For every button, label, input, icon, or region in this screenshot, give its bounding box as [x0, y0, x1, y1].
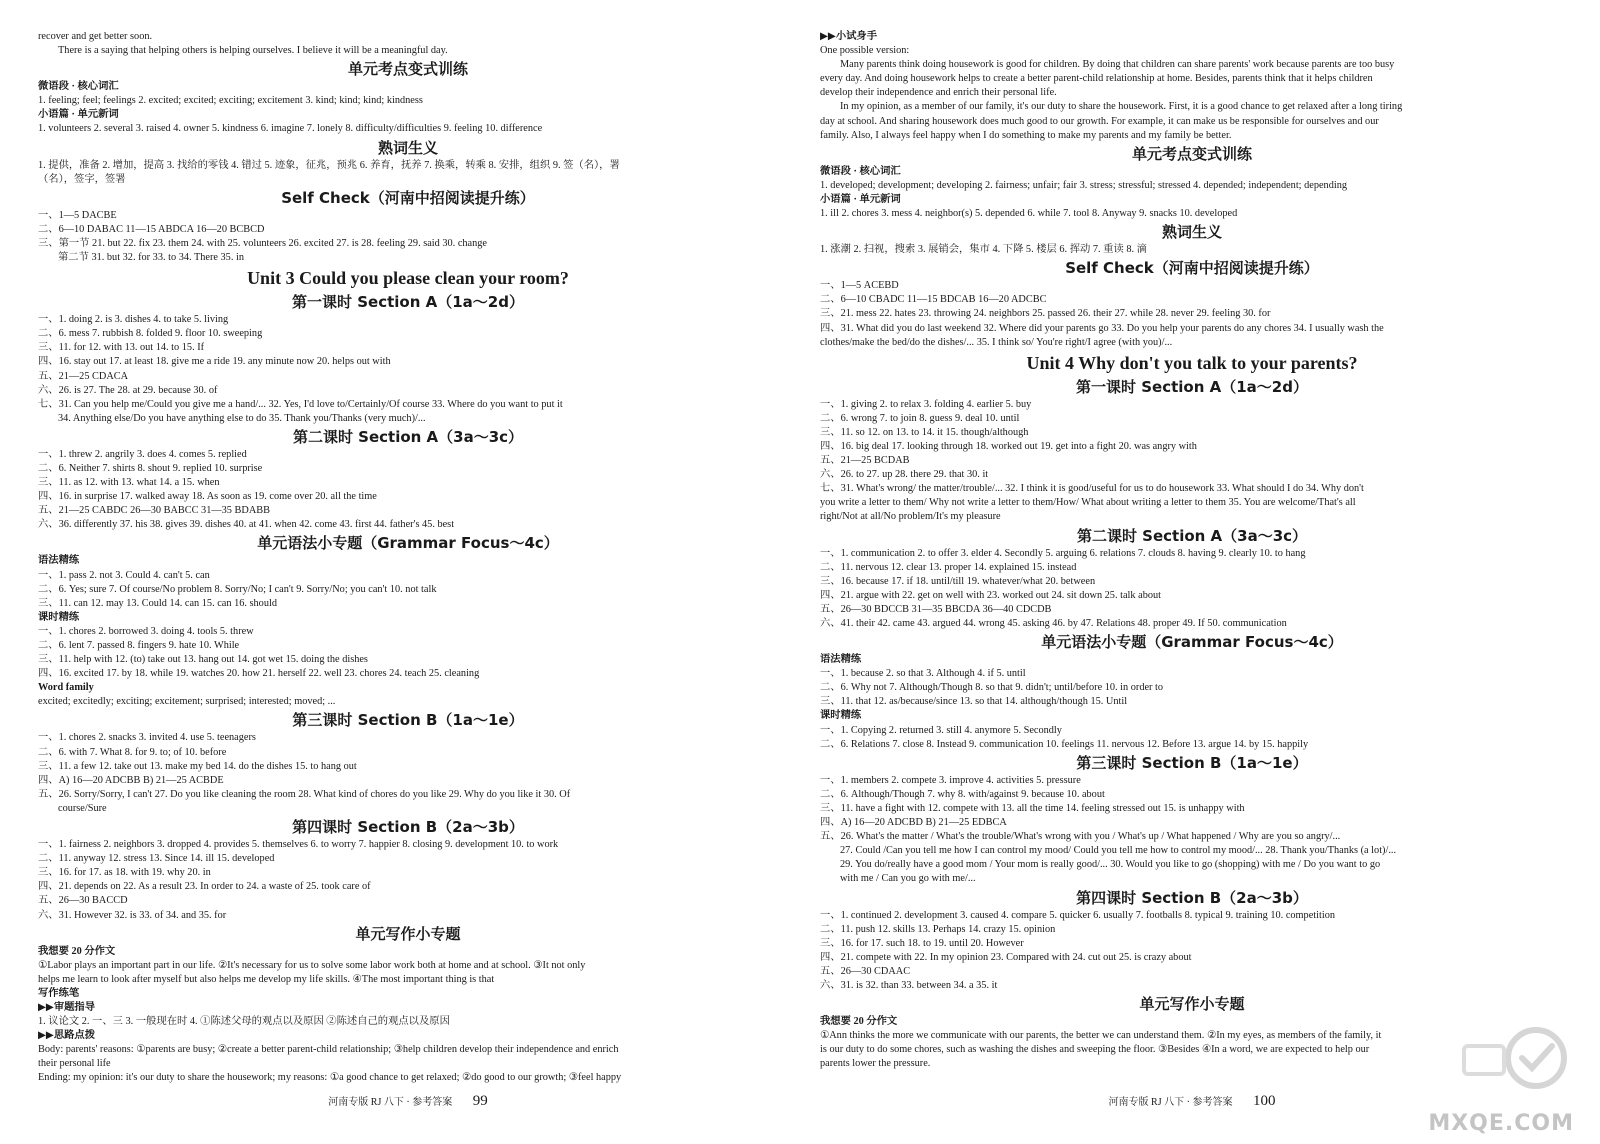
answer-line: 一、1—5 DACBE	[38, 209, 117, 221]
answer-line: family. Also, I always feel happy when I do something to make my parents and my family be better.	[820, 129, 1232, 141]
answer-line: 五、21—25 CDACA	[38, 370, 129, 382]
answer-circle-logo-icon	[1456, 1024, 1576, 1116]
answer-line: 二、6—10 DABAC 11—15 ABDCA 16—20 BCBCD	[38, 223, 265, 235]
answer-line: 三、11. that 12. as/because/since 13. so that 14. although/though 15. Until	[820, 696, 1128, 708]
answer-line: 1. 涨潮 2. 扫视，搜索 3. 展销会，集市 4. 下降 5. 楼层 6. 挥动 7. 重读 8. 滴	[820, 244, 1147, 256]
unit-title: Unit 4 Why don't you talk to your parents?	[1026, 352, 1358, 373]
answer-line: 五、26—30 BACCD	[38, 895, 128, 907]
answer-line: 二、6. Although/Though 7. why 8. with/against 9. because 10. about	[820, 788, 1105, 800]
answer-line: 一、1. Copying 2. returned 3. still 4. anymore 5. Secondly	[820, 724, 1062, 736]
answer-line: Ending: my opinion: it's our duty to share the housework; my reasons: ①a good chance to get relaxed; ②do good to our growth; ③feel happy	[38, 1072, 622, 1084]
answer-line: 二、11. push 12. skills 13. Perhaps 14. crazy 15. opinion	[820, 923, 1056, 935]
section-heading: 单元考点变式训练	[1131, 144, 1252, 163]
subsection-label: 微语段 · 核心词汇	[820, 165, 901, 177]
subsection-label: Word family	[38, 682, 94, 694]
answer-line: 四、31. What did you do last weekend 32. Where did your parents go 33. Do you help your parents do any chores 34. I usually wash the	[820, 322, 1384, 334]
answer-line: 三、11. can 12. may 13. Could 14. can 15. can 16. should	[38, 597, 277, 609]
answer-line: 一、1. threw 2. angrily 3. does 4. comes 5. replied	[38, 448, 247, 460]
answer-line: recover and get better soon.	[38, 31, 153, 42]
answer-line: 1. 提供，准备 2. 增加，提高 3. 找给的零钱 4. 错过 5. 迹象，征兆，预兆 6. 养育，抚养 7. 换乘，转乘 8. 安排，组织 9. 签（名），署	[38, 159, 620, 171]
answer-line: 1. feeling; feel; feelings 2. excited; excited; exciting; excitement 3. kind; kind; kind; kindness	[38, 95, 423, 107]
page-number: 100	[1252, 1093, 1276, 1109]
answer-line: clothes/make the bed/do the dishes/... 35. I think so/ You're right/I agree (with you)/...	[820, 336, 1173, 348]
answer-line: 三、11. for 12. with 13. out 14. to 15. If	[38, 342, 205, 354]
subsection-label: 课时精练	[38, 611, 80, 623]
answer-line: 六、26. to 27. up 28. there 29. that 30. it	[820, 469, 989, 481]
answer-line: course/Sure	[58, 802, 107, 814]
footer-label: 河南专版 RJ 八下 · 参考答案	[328, 1097, 453, 1108]
footer-label: 河南专版 RJ 八下 · 参考答案	[1108, 1097, 1233, 1108]
section-heading: Self Check（河南中招阅读提升练）	[281, 188, 535, 207]
answer-line: 一、1—5 ACEBD	[820, 280, 899, 292]
answer-line: 七、31. What's wrong/ the matter/trouble/... 32. I think it is good/useful for us to do housework 33. What should I do 34. Why don't	[820, 483, 1364, 495]
answer-line: 二、6—10 CBADC 11—15 BDCAB 16—20 ADCBC	[820, 294, 1047, 306]
answer-line: 一、1. pass 2. not 3. Could 4. can't 5. can	[38, 569, 210, 581]
answer-line: 二、11. nervous 12. clear 13. proper 14. explained 15. instead	[820, 561, 1077, 573]
answer-line: 四、A) 16—20 ADCBB B) 21—25 ACBDE	[38, 774, 224, 786]
answer-line: Many parents think doing housework is good for children. By doing that children can share parents' work because parents are too busy	[840, 59, 1395, 71]
answer-line: 六、26. is 27. The 28. at 29. because 30. of	[38, 384, 218, 396]
answer-line: 34. Anything else/Do you have anything else to do 35. Thank you/Thanks (very much)/...	[58, 412, 426, 424]
answer-line: 三、11. so 12. on 13. to 14. it 15. though/although	[820, 426, 1029, 438]
answer-line: 六、41. their 42. came 43. argued 44. wrong 45. asking 46. by 47. Relations 48. proper 49. If 50. communication	[820, 618, 1287, 629]
page-number: 99	[472, 1093, 488, 1109]
section-heading: 第三课时 Section B（1a～1e）	[1076, 753, 1308, 772]
answer-line: 三、21. mess 22. hates 23. throwing 24. neighbors 25. passed 26. their 27. while 28. never 29. feeling 30. for	[820, 308, 1271, 320]
subsection-label: 小语篇 · 单元新词	[820, 193, 901, 205]
answer-line: 29. You do/really have a good mom / Your mom is really good/... 30. Would you like to go (shopping) with me / Do you want to go	[840, 859, 1381, 871]
subsection-label: 我想要 20 分作文	[38, 945, 116, 957]
subsection-label: 语法精练	[38, 555, 80, 567]
answer-line: 三、16. for 17. such 18. to 19. until 20. However	[820, 937, 1024, 949]
left-page	[38, 30, 778, 1114]
answer-line: 五、26—30 BDCCB 31—35 BBCDA 36—40 CDCDB	[820, 603, 1052, 615]
section-heading: 第二课时 Section A（3a～3c）	[1076, 526, 1308, 545]
answer-line: 一、1. members 2. compete 3. improve 4. activities 5. pressure	[820, 774, 1081, 786]
subsection-label: 课时精练	[820, 710, 862, 722]
answer-line: 一、1. fairness 2. neighbors 3. dropped 4. provides 5. themselves 6. to worry 7. happier 8. closing 9. development 10. to work	[38, 839, 559, 851]
answer-line: ①Ann thinks the more we communicate with our parents, the better we can understand them. ②In my eyes, as members of the family, it	[820, 1030, 1382, 1042]
answer-line: 一、1. chores 2. snacks 3. invited 4. use 5. teenagers	[38, 732, 256, 744]
answer-line: 1. ill 2. chores 3. mess 4. neighbor(s) 5. depended 6. while 7. tool 8. Anyway 9. snacks 10. developed	[820, 208, 1238, 220]
section-heading: 单元语法小专题（Grammar Focus～4c）	[1041, 633, 1343, 652]
answer-line: their personal life	[38, 1058, 111, 1070]
section-heading: 第一课时 Section A（1a～2d）	[292, 293, 524, 312]
answer-line: （名），签字，签署	[38, 173, 126, 185]
answer-line: 四、21. compete with 22. In my opinion 23. Compared with 24. cut out 25. is crazy about	[820, 951, 1192, 963]
subsection-label: 语法精练	[820, 654, 862, 666]
answer-line: 一、1. giving 2. to relax 3. folding 4. earlier 5. buy	[820, 398, 1032, 410]
answer-line: 五、26—30 CDAAC	[820, 965, 911, 977]
section-heading: 熟词生义	[1161, 223, 1222, 242]
answer-line: 五、26. Sorry/Sorry, I can't 27. Do you like cleaning the room 28. What kind of chores do you like 29. Why do you like it 30. Of	[38, 788, 571, 800]
answer-line: 一、1. continued 2. development 3. caused 4. compare 5. quicker 6. usually 7. footballs 8. typical 9. training 10. competition	[820, 909, 1336, 921]
answer-line: 四、21. argue with 22. get on well with 23. worked out 24. sit down 25. talk about	[820, 589, 1161, 601]
answer-line: There is a saying that helping others is helping ourselves. I believe it will be a meaningful day.	[58, 45, 448, 57]
answer-line: helps me learn to look after myself but also helps me develop my life skills. ④The most important thing is that	[38, 973, 495, 985]
section-heading: 单元语法小专题（Grammar Focus～4c）	[257, 534, 559, 553]
answer-line: In my opinion, as a member of our family, it's our duty to share the housework. First, it is a good chance to get relaxed after a long tiring	[840, 101, 1403, 113]
section-heading: 第一课时 Section A（1a～2d）	[1076, 377, 1308, 396]
answer-line: 四、A) 16—20 ADCBD B) 21—25 EDBCA	[820, 817, 1007, 829]
answer-line: ①Labor plays an important part in our life. ②It's necessary for us to solve some labor work both at home and at school. ③It not only	[38, 959, 586, 971]
unit-title: Unit 3 Could you please clean your room?	[247, 268, 569, 289]
answer-line: 七、31. Can you help me/Could you give me a hand/... 32. Yes, I'd love to/Certainly/Of course 33. Where do you want to put it	[38, 398, 563, 410]
answer-line: 五、26. What's the matter / What's the trouble/What's wrong with you / What's up / What happened / Why are you so angry/...	[820, 831, 1341, 843]
answer-line: One possible version:	[820, 45, 910, 57]
answer-line: 四、21. depends on 22. As a result 23. In order to 24. a waste of 25. took care of	[38, 881, 371, 893]
watermark-text: MXQE.COM	[1428, 1111, 1574, 1136]
right-page-content	[820, 30, 1564, 1088]
answer-line: 二、6. Relations 7. close 8. Instead 9. communication 10. feelings 11. nervous 12. Before 13. argue 14. by 15. happily	[820, 738, 1309, 750]
answer-line: 1. developed; development; developing 2. fairness; unfair; fair 3. stress; stressful; stressed 4. depended; independent; depending	[820, 179, 1348, 191]
answer-line: Body: parents' reasons: ①parents are busy; ②create a better parent-child relationship; ③help children develop their independence and enrich	[38, 1044, 619, 1056]
answer-line: 二、6. mess 7. rubbish 8. folded 9. floor 10. sweeping	[38, 328, 263, 340]
answer-line: 一、1. doing 2. is 3. dishes 4. to take 5. living	[38, 314, 229, 326]
section-heading: 熟词生义	[377, 138, 438, 157]
answer-line: 二、6. wrong 7. to join 8. guess 9. deal 10. until	[820, 412, 1020, 424]
left-page-content	[38, 30, 778, 1088]
answer-line: you write a letter to them/ Why not write a letter to them/How/ What about writing a letter to them 35. You are welcome/That's all	[820, 497, 1356, 509]
answer-line: 四、16. in surprise 17. walked away 18. As soon as 19. come over 20. all the time	[38, 491, 377, 503]
section-heading: 第三课时 Section B（1a～1e）	[292, 711, 524, 730]
subsection-label: ▶▶小试身手	[820, 31, 878, 42]
answer-line: 二、6. Neither 7. shirts 8. shout 9. replied 10. surprise	[38, 462, 263, 474]
answer-line: with me / Can you go with me/...	[840, 873, 976, 885]
answer-line: 1. 议论文 2. 一、三 3. 一般现在时 4. ①陈述父母的观点以及原因 ②陈述自己的观点以及原因	[38, 1016, 450, 1028]
answer-line: 二、6. Yes; sure 7. Of course/No problem 8. Sorry/No; I can't 9. Sorry/No; you can't 10. not talk	[38, 583, 437, 595]
answer-line: 六、31. is 32. than 33. between 34. a 35. it	[820, 979, 998, 991]
section-heading: 第四课时 Section B（2a～3b）	[292, 818, 524, 837]
answer-line: 三、第一节 21. but 22. fix 23. them 24. with 25. volunteers 26. excited 27. is 28. feeling 29. said 30. change	[38, 237, 487, 249]
answer-line: 第二节 31. but 32. for 33. to 34. There 35. in	[58, 252, 244, 264]
section-heading: Self Check（河南中招阅读提升练）	[1065, 259, 1319, 278]
answer-line: 二、6. lent 7. passed 8. fingers 9. hate 10. While	[38, 640, 240, 651]
subsection-label: 我想要 20 分作文	[820, 1016, 898, 1028]
answer-line: 四、16. stay out 17. at least 18. give me a ride 19. any minute now 20. helps out with	[38, 356, 391, 368]
answer-line: 三、11. help with 12. (to) take out 13. hang out 14. got wet 15. doing the dishes	[38, 654, 368, 666]
answer-line: 二、11. anyway 12. stress 13. Since 14. ill 15. developed	[38, 853, 275, 865]
answer-line: 二、6. with 7. What 8. for 9. to; of 10. before	[38, 746, 227, 758]
answer-line: 五、21—25 BCDAB	[820, 455, 910, 467]
answer-line: 四、16. excited 17. by 18. while 19. watches 20. how 21. herself 22. well 23. chores 24. teach 25. cleaning	[38, 668, 480, 680]
subsection-label: 微语段 · 核心词汇	[38, 81, 119, 93]
answer-line: 四、16. big deal 17. looking through 18. worked out 19. get into a fight 20. was angry with	[820, 440, 1197, 452]
answer-line: 五、21—25 CABDC 26—30 BABCC 31—35 BDABB	[38, 505, 270, 517]
subsection-label: 写作练笔	[38, 987, 80, 999]
answer-line: develop their independence and enrich their personal life.	[820, 87, 1057, 99]
answer-line: 三、11. a few 12. take out 13. make my bed 14. do the dishes 15. to hang out	[38, 760, 357, 772]
answer-line: every day. And doing housework helps to create a better parent-child relationship at home. Besides, parents think that it helps children	[820, 73, 1373, 85]
section-heading: 单元考点变式训练	[347, 60, 468, 79]
section-heading: 单元写作小专题	[1139, 995, 1245, 1014]
answer-line: 一、1. chores 2. borrowed 3. doing 4. tools 5. threw	[38, 625, 254, 637]
answer-line: 27. Could /Can you tell me how I can control my mood/ Could you tell me how to control my mood/... 28. Thank you/Thanks (a lot)/...	[840, 845, 1397, 857]
subsection-label: ▶▶审题指导	[38, 1001, 96, 1013]
answer-line: parents lower the pressure.	[820, 1058, 931, 1070]
answer-line: is our duty to do some chores, such as washing the dishes and sweeping the floor. ③Besides ④In a word, we are expected to help our	[820, 1044, 1370, 1056]
answer-line: excited; excitedly; exciting; excitement; surprised; interested; moved; ...	[38, 696, 336, 708]
answer-line: 六、31. However 32. is 33. of 34. and 35. for	[38, 909, 227, 921]
answer-line: 一、1. communication 2. to offer 3. elder 4. Secondly 5. arguing 6. relations 7. clouds 8. having 9. clearly 10. to hang	[820, 547, 1306, 559]
answer-line: 二、6. Why not 7. Although/Though 8. so that 9. didn't; until/before 10. in order to	[820, 682, 1164, 694]
section-heading: 第四课时 Section B（2a～3b）	[1076, 888, 1308, 907]
answer-line: 一、1. because 2. so that 3. Although 4. if 5. until	[820, 668, 1026, 680]
answer-line: 三、11. as 12. with 13. what 14. a 15. when	[38, 477, 220, 489]
left-page-footer	[38, 1088, 778, 1114]
subsection-label: 小语篇 · 单元新词	[38, 109, 119, 121]
section-heading: 第二课时 Section A（3a～3c）	[292, 427, 524, 446]
section-heading: 单元写作小专题	[355, 924, 461, 943]
subsection-label: ▶▶思路点拨	[38, 1030, 96, 1042]
answer-line: 三、16. for 17. as 18. with 19. why 20. in	[38, 867, 211, 879]
answer-line: 1. volunteers 2. several 3. raised 4. owner 5. kindness 6. imagine 7. lonely 8. difficulty/difficulties 9. feeling 10. difference	[38, 123, 543, 135]
right-page	[820, 30, 1564, 1114]
answer-line: right/Not at all/No problem/It's my pleasure	[820, 511, 1001, 523]
answer-line: day at school. And sharing housework does much good to our growth. For example, it can make us be responsible for ourselves and our	[820, 115, 1379, 127]
answer-line: 三、16. because 17. if 18. until/till 19. whatever/what 20. between	[820, 575, 1096, 587]
answer-line: 三、11. have a fight with 12. compete with 13. all the time 14. feeling stressed out 15. is unhappy with	[820, 802, 1245, 814]
answer-line: 六、36. differently 37. his 38. gives 39. dishes 40. at 41. when 42. come 43. first 44. father's 45. best	[38, 519, 455, 531]
